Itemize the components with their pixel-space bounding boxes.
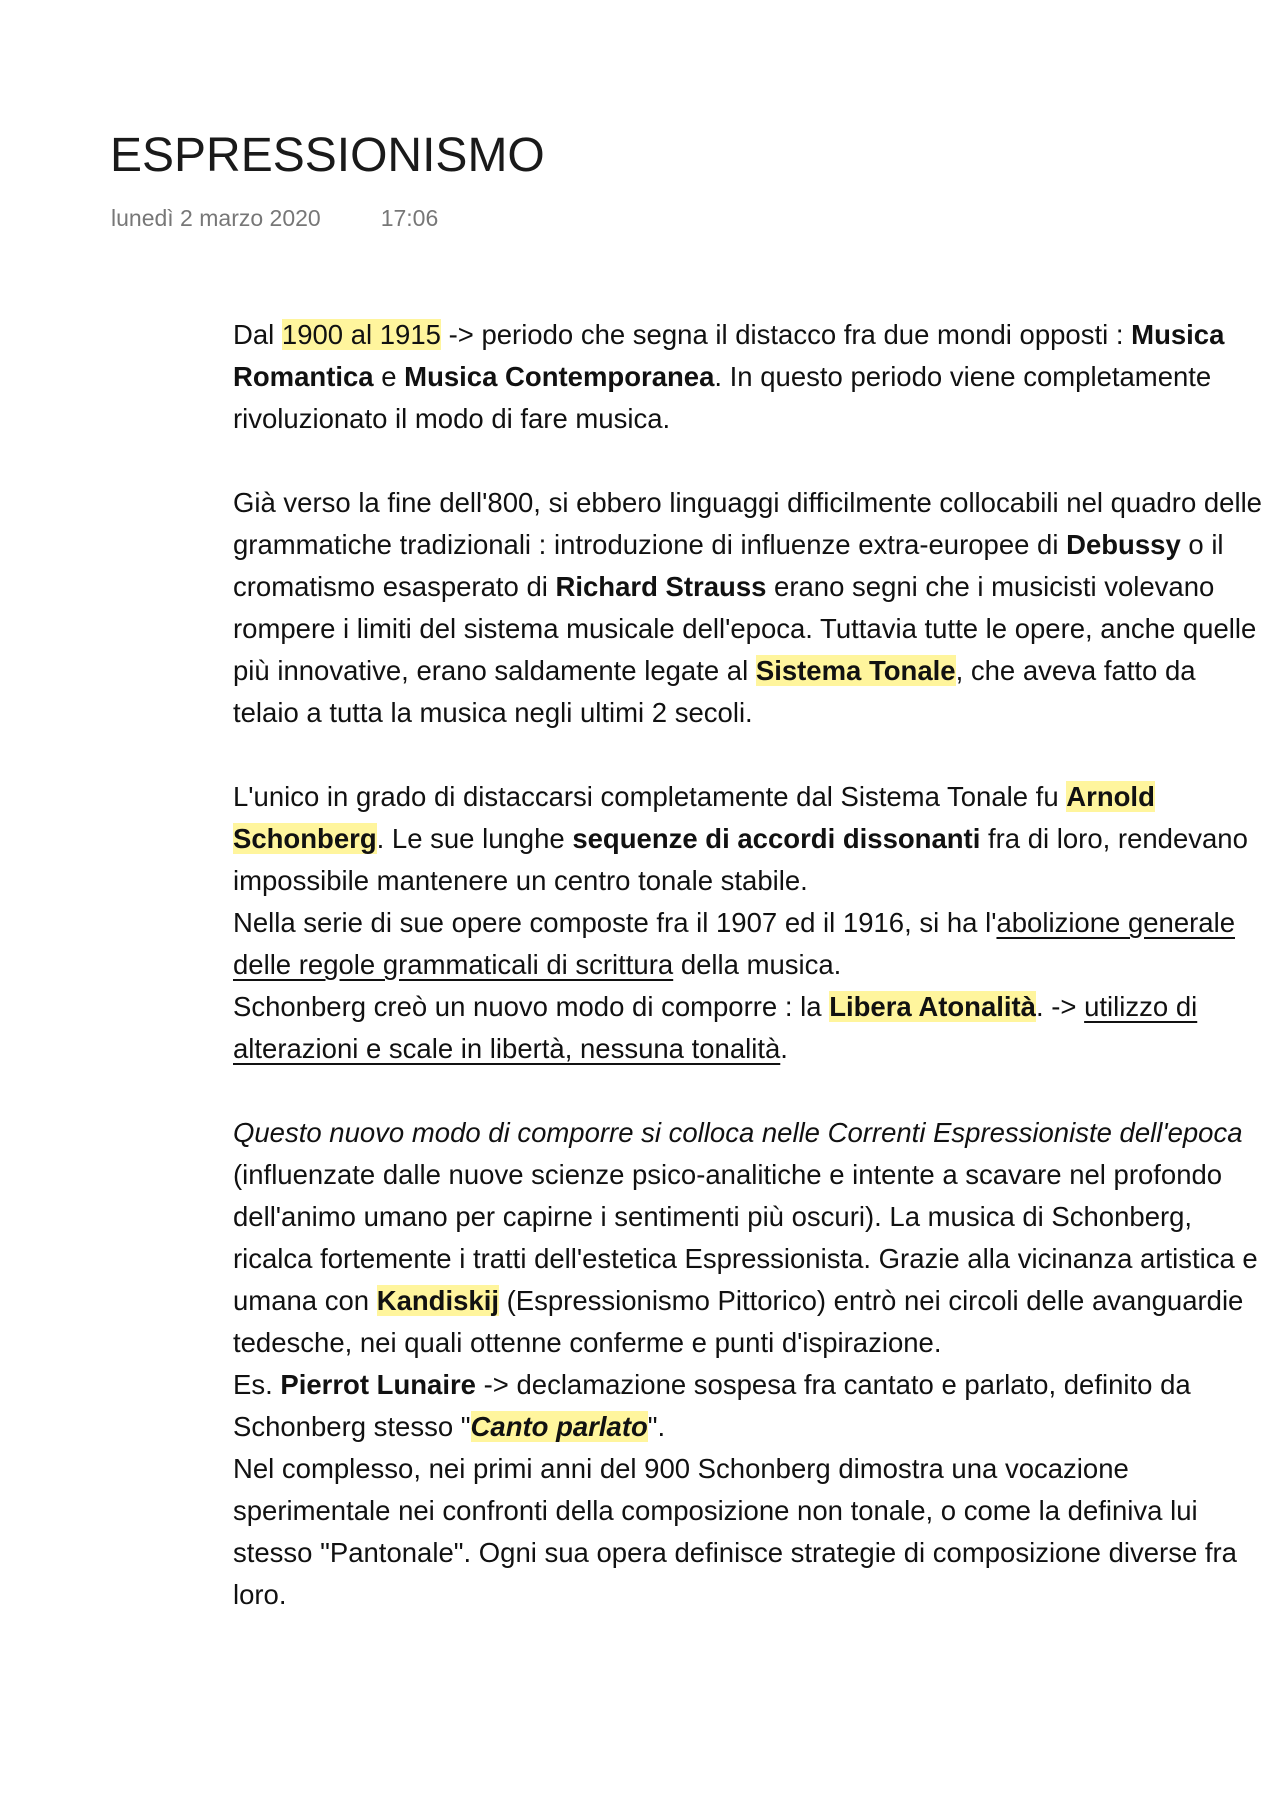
text: . xyxy=(780,1033,788,1064)
bold-musica-romantica: Musica Romantica xyxy=(233,319,1225,392)
highlight-canto-parlato xyxy=(471,1411,648,1442)
text: . -> xyxy=(1035,991,1085,1022)
paragraph-intro xyxy=(233,314,1263,440)
text: o il cromatismo esasperato di xyxy=(233,529,1224,602)
text: , che aveva fatto da telaio a tutta la musica negli ultimi 2 secoli. xyxy=(233,655,1196,728)
note-date: lunedì 2 marzo 2020 xyxy=(111,205,321,231)
text: della musica. xyxy=(673,949,842,980)
highlight-libera-atonalita: Libera Atonalità xyxy=(829,991,1036,1022)
text: Nella serie di sue opere composte fra il 1907 ed il 1916, si ha l' xyxy=(233,907,997,938)
text: . Le sue lunghe xyxy=(376,823,573,854)
text: Dal xyxy=(233,319,282,350)
underline-abolizione: abolizione generale delle regole grammaticali di scrittura xyxy=(233,907,1235,980)
highlight-sistema-tonale: Sistema Tonale xyxy=(755,655,956,686)
paragraph-espressionismo xyxy=(233,1112,1263,1364)
note-metadata xyxy=(111,205,438,232)
bold-accordi-dissonanti: sequenze di accordi dissonanti xyxy=(572,823,981,854)
bold-musica-contemporanea: Musica Contemporanea xyxy=(404,361,715,392)
text: -> periodo che segna il distacco fra due mondi opposti : xyxy=(440,319,1132,350)
highlight-period: 1900 al 1915 xyxy=(281,319,441,350)
paragraph-atonalita xyxy=(233,986,1263,1070)
text: Nel complesso, nei primi anni del 900 Schonberg dimostra una vocazione sperimentale nei confronti della composizione non tonale, o come la definiva lui stesso "Pantonale". Ogni sua opera definisce strategie di composizione diverse fra loro. xyxy=(233,1453,1237,1610)
note-body[interactable] xyxy=(233,314,1263,1676)
paragraph-pierrot xyxy=(233,1364,1263,1448)
text: Schonberg creò un nuovo modo di comporre : la xyxy=(233,991,830,1022)
text: (Espressionismo Pittorico) entrò nei circoli delle avanguardie tedesche, nei quali ottenne conferme e punti d'ispirazione. xyxy=(233,1285,1244,1358)
text: . In questo periodo viene completamente rivoluzionato il modo di fare musica. xyxy=(233,361,1212,434)
text: -> declamazione sospesa fra cantato e parlato, definito da Schonberg stesso " xyxy=(233,1369,1191,1442)
paragraph-background xyxy=(233,482,1263,734)
text: erano segni che i musicisti volevano rompere i limiti del sistema musicale dell'epoca. Tuttavia tutte le opere, anche quelle più innovative, erano saldamente legate al xyxy=(233,571,1257,686)
bold-pierrot-lunaire: Pierrot Lunaire xyxy=(280,1369,476,1400)
paragraph-conclusion xyxy=(233,1448,1263,1616)
text: (influenzate dalle nuove scienze psico-analitiche e intente a scavare nel profondo dell'animo umano per capirne i sentimenti più oscuri). La musica di Schonberg, ricalca fortemente i tratti dell'estetica Espressionista. Grazie alla vicinanza artistica e umana con xyxy=(233,1159,1258,1316)
text: L'unico in grado di distaccarsi completamente dal Sistema Tonale fu xyxy=(233,781,1067,812)
bold-debussy: Debussy xyxy=(1066,529,1181,560)
text: fra di loro, rendevano impossibile mantenere un centro tonale stabile. xyxy=(233,823,1248,896)
note-time: 17:06 xyxy=(380,205,439,231)
text: Es. xyxy=(233,1369,281,1400)
paragraph-schonberg xyxy=(233,776,1263,902)
text: e xyxy=(373,361,405,392)
italic-correnti: Questo nuovo modo di comporre si colloca nelle Correnti Espressioniste dell'epoca xyxy=(233,1117,1243,1148)
paragraph-abolizione xyxy=(233,902,1263,986)
highlight-kandiskij: Kandiskij xyxy=(376,1285,499,1316)
text: ". xyxy=(647,1411,666,1442)
text: Già verso la fine dell'800, si ebbero linguaggi difficilmente collocabili nel quadro delle grammatiche tradizionali : introduzione di influenze extra-europee di xyxy=(233,487,1262,560)
italic-canto-parlato: Canto parlato xyxy=(470,1411,648,1442)
highlight-arnold-schonberg: Arnold Schonberg xyxy=(233,781,1155,854)
page-title: ESPRESSIONISMO xyxy=(110,129,545,182)
bold-richard-strauss: Richard Strauss xyxy=(555,571,767,602)
underline-alterazioni: utilizzo di alterazioni e scale in libertà, nessuna tonalità xyxy=(233,991,1198,1064)
